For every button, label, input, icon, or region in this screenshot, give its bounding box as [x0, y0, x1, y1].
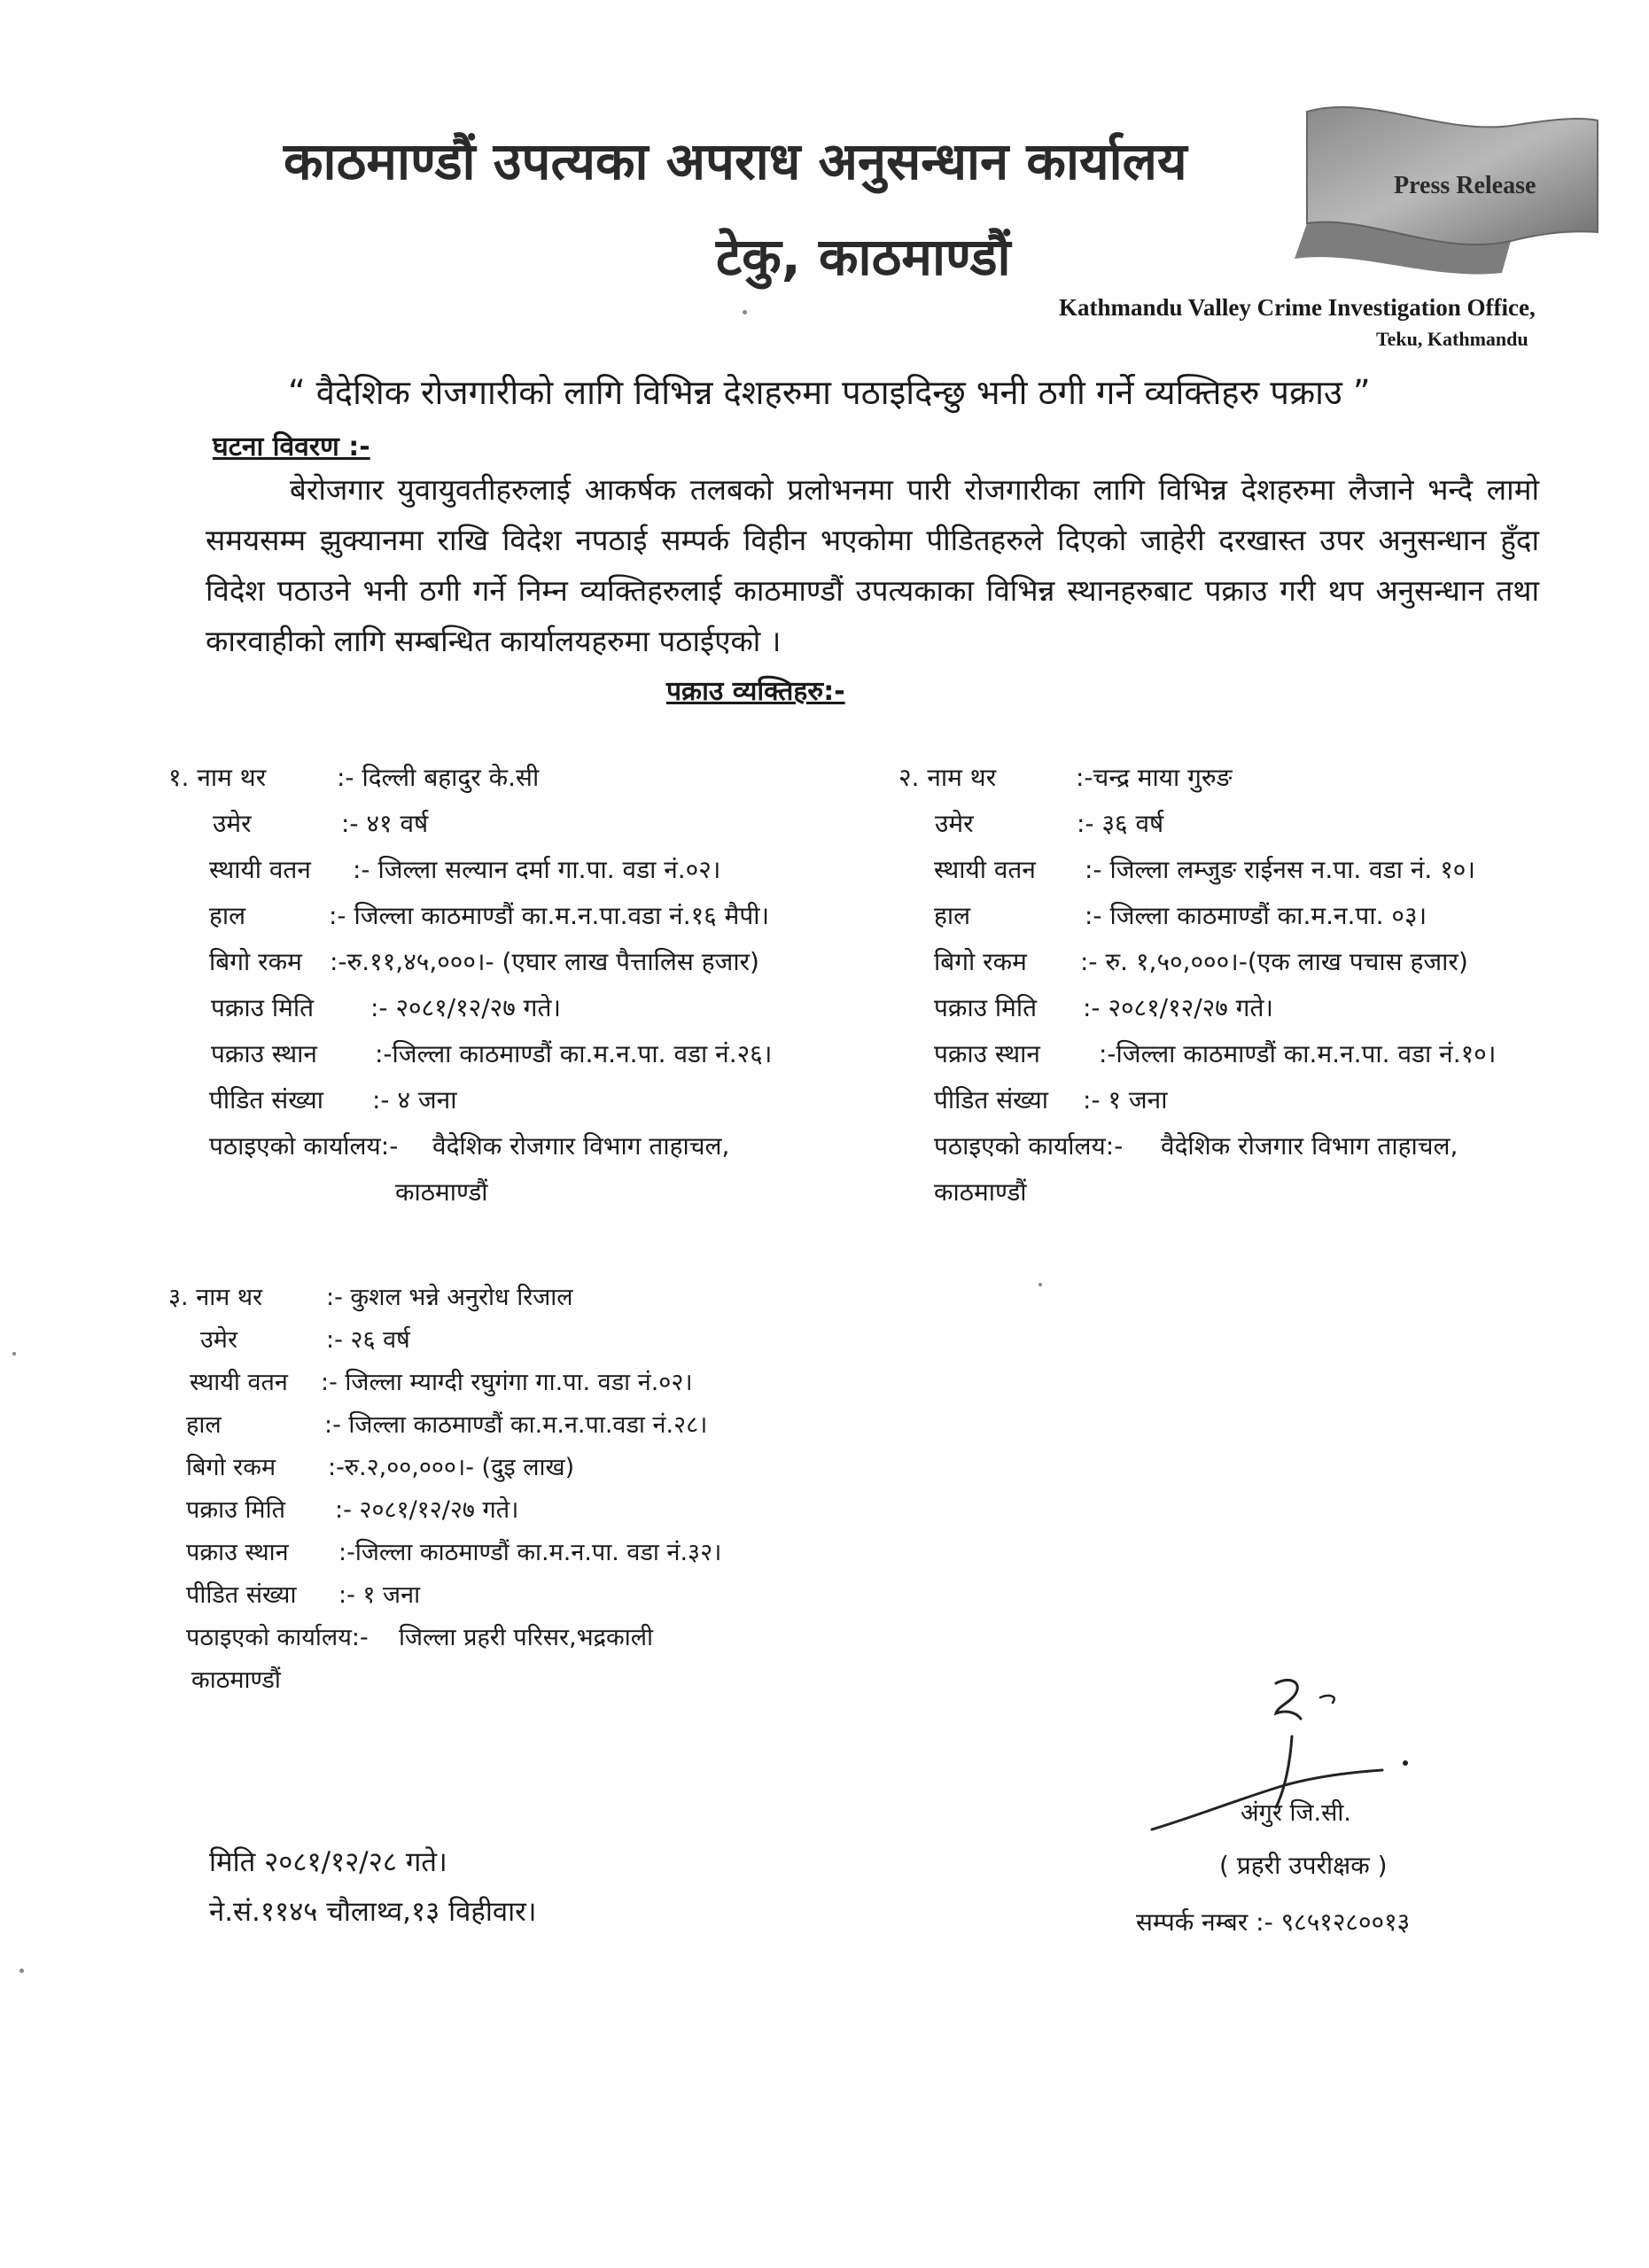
office-value: वैदेशिक रोजगार विभाग ताहाचल, [432, 1131, 730, 1161]
arrest-place-value: :-जिल्ला काठमाण्डौं का.म.न.पा. वडा नं.१०। [1099, 1039, 1497, 1068]
amount-key: बिगो रकम [186, 1454, 276, 1481]
person-office-row [186, 1619, 653, 1652]
office-value-line2: काठमाण्डौं [191, 1666, 281, 1694]
person-age-row [200, 1322, 410, 1355]
current-address-key: हाल [209, 901, 246, 930]
person-age-row [935, 806, 1163, 840]
age-value: :- ३६ वर्ष [1077, 809, 1164, 838]
person-arrest-place-row [934, 1037, 1496, 1070]
arrest-place-value: :-जिल्ला काठमाण्डौं का.म.न.पा. वडा नं.३२। [338, 1539, 722, 1566]
office-title-nepali: काठमाण्डौं उपत्यका अपराध अनुसन्धान कार्यालय [284, 131, 1187, 191]
person-arrest-place-row [186, 1534, 721, 1567]
arrested-persons-label: पक्राउ व्यक्तिहरु:- [666, 676, 845, 707]
victims-key: पीडित संख्या [186, 1581, 297, 1609]
scan-speck [19, 1969, 24, 1973]
issue-date: मिति २०८१/१२/२८ गते। [209, 1846, 447, 1878]
current-address-value: :- जिल्ला काठमाण्डौं का.म.न.पा.वडा नं.२८। [324, 1411, 708, 1439]
person-age-row [213, 806, 428, 840]
age-value: :- २६ वर्ष [326, 1326, 410, 1354]
name-value: :- कुशल भन्ने अनुरोध रिजाल [326, 1284, 573, 1311]
office-value: जिल्ला प्रहरी परिसर,भद्रकाली [399, 1624, 653, 1651]
name-key: २. नाम थर [898, 763, 997, 792]
person-office-row [209, 1129, 729, 1162]
person-name-row [168, 1279, 573, 1312]
current-address-key: हाल [186, 1411, 222, 1439]
office-value-line2: काठमाण्डौं [934, 1177, 1027, 1207]
person-permanent-address-row [209, 852, 720, 886]
person-current-address-row [209, 898, 769, 932]
person-arrest-place-row [211, 1037, 772, 1070]
contact-number: सम्पर्क नम्बर :- ९८५१२८००१३ [1136, 1907, 1411, 1937]
person-name-row [898, 760, 1232, 794]
name-value: :- दिल्ली बहादुर के.सी [337, 763, 540, 792]
arrest-date-key: पक्राउ मिति [211, 993, 315, 1022]
amount-key: बिगो रकम [934, 947, 1027, 976]
name-key: १. नाम थर [168, 763, 267, 792]
incident-description: बेरोजगार युवायुवतीहरुलाई आकर्षक तलबको प्रलोभनमा पारी रोजगारीका लागि विभिन्न देशहरुमा लैजाने भन्दै लामो समयसम्म झुक्यानमा राखि विदेश नपठाई सम्पर्क विहीन भएकोमा पीडितहरुले दिएको जाहेरी दरखास्त उपर अनुसन्धान हुँदा विदेश पठाउने भनी ठगी गर्ने निम्न व्यक्तिहरुलाई काठमाण्डौं उपत्यकाका विभिन्न स्थानहरुबाट पक्राउ गरी थप अनुसन्धान तथा कारवाहीको लागि सम्बन्धित कार्यालयहरुमा पठाईएको । [206, 472, 1539, 658]
office-value-line2: काठमाण्डौं [395, 1177, 488, 1207]
person-current-address-row [186, 1407, 707, 1440]
amount-key: बिगो रकम [209, 947, 302, 976]
office-value: वैदेशिक रोजगार विभाग ताहाचल, [1161, 1131, 1458, 1161]
nepal-sambat-date: ने.सं.११४५ चौलाथ्व,१३ विहीवार। [209, 1896, 537, 1928]
victims-value: :- ४ जना [372, 1085, 457, 1115]
current-address-value: :- जिल्ला काठमाण्डौं का.म.न.पा. ०३। [1085, 901, 1427, 930]
victims-key: पीडित संख्या [934, 1085, 1049, 1115]
name-key: ३. नाम थर [168, 1284, 263, 1311]
age-value: :- ४१ वर्ष [341, 809, 429, 838]
office-key: पठाइएको कार्यालय:- [186, 1624, 369, 1651]
office-location-english: Teku, Kathmandu [1376, 328, 1528, 350]
age-key: उमेर [213, 809, 252, 838]
victims-value: :- १ जना [1083, 1085, 1168, 1115]
arrest-place-key: पक्राउ स्थान [934, 1039, 1040, 1068]
name-value: :-चन्द्र माया गुरुङ [1076, 763, 1233, 792]
signer-name: अंगुर जि.सी. [1241, 1799, 1351, 1827]
incident-label: घटना विवरण :- [213, 431, 370, 462]
press-release-banner [1289, 99, 1608, 276]
scan-speck [12, 1352, 16, 1355]
office-name-english: Kathmandu Valley Crime Investigation Office, [1059, 294, 1536, 321]
age-key: उमेर [935, 809, 974, 838]
arrest-place-value: :-जिल्ला काठमाण्डौं का.म.न.पा. वडा नं.२६। [375, 1039, 773, 1068]
permanent-address-key: स्थायी वतन [934, 855, 1036, 884]
person-victims-row [209, 1083, 456, 1116]
arrest-date-value: :- २०८१/१२/२७ गते। [1083, 993, 1274, 1022]
headline: “ वैदेशिक रोजगारीको लागि विभिन्न देशहरुमा पठाइदिन्छु भनी ठगी गर्ने व्यक्तिहरु पक्राउ ” [288, 373, 1371, 412]
arrest-place-key: पक्राउ स्थान [186, 1539, 289, 1566]
current-address-value: :- जिल्ला काठमाण्डौं का.म.न.पा.वडा नं.१६ मैपी। [329, 901, 770, 930]
age-key: उमेर [200, 1326, 237, 1354]
person-arrest-date-row [186, 1492, 518, 1525]
permanent-address-value: :- जिल्ला म्याग्दी रघुगंगा गा.पा. वडा नं.०२। [321, 1369, 693, 1396]
person-arrest-date-row [211, 990, 561, 1024]
office-key: पठाइएको कार्यालय:- [934, 1131, 1124, 1161]
arrest-date-key: पक्राउ मिति [186, 1496, 285, 1524]
permanent-address-key: स्थायी वतन [209, 855, 311, 884]
arrest-date-value: :- २०८१/१२/२७ गते। [335, 1496, 519, 1524]
signer-rank: ( प्रहरी उपरीक्षक ) [1219, 1851, 1388, 1880]
person-current-address-row [934, 898, 1427, 932]
person-permanent-address-row [190, 1364, 693, 1397]
person-victims-row [934, 1083, 1167, 1116]
person-name-row [168, 760, 539, 794]
arrest-place-key: पक्राउ स्थान [211, 1039, 317, 1068]
person-office-row [934, 1129, 1458, 1162]
permanent-address-value: :- जिल्ला लम्जुङ राईनस न.पा. वडा नं. १०। [1085, 855, 1475, 884]
amount-value: :- रु. १,५०,०००।-(एक लाख पचास हजार) [1080, 947, 1468, 976]
person-victims-row [186, 1577, 420, 1610]
person-amount-row [186, 1449, 574, 1482]
victims-key: पीडित संख्या [209, 1085, 324, 1115]
amount-value: :-रु.११,४५,०००।- (एघार लाख पैत्तालिस हजार) [330, 947, 759, 976]
amount-value: :-रु.२,००,०००।- (दुइ लाख) [328, 1454, 575, 1481]
person-arrest-date-row [934, 990, 1273, 1024]
scan-speck [1038, 1283, 1042, 1286]
current-address-key: हाल [934, 901, 971, 930]
person-permanent-address-row [934, 852, 1475, 886]
arrest-date-value: :- २०८१/१२/२७ गते। [370, 993, 562, 1022]
press-release-label: Press Release [1394, 172, 1536, 199]
office-location-nepali: टेकु, काठमाण्डौं [716, 227, 1011, 287]
arrest-date-key: पक्राउ मिति [934, 993, 1038, 1022]
victims-value: :- १ जना [338, 1581, 421, 1609]
permanent-address-key: स्थायी वतन [190, 1369, 288, 1396]
person-amount-row [209, 944, 759, 978]
office-key: पठाइएको कार्यालय:- [209, 1131, 399, 1161]
permanent-address-value: :- जिल्ला सल्यान दर्मा गा.पा. वडा नं.०२। [353, 855, 721, 884]
scan-speck [743, 310, 747, 315]
person-amount-row [934, 944, 1468, 978]
